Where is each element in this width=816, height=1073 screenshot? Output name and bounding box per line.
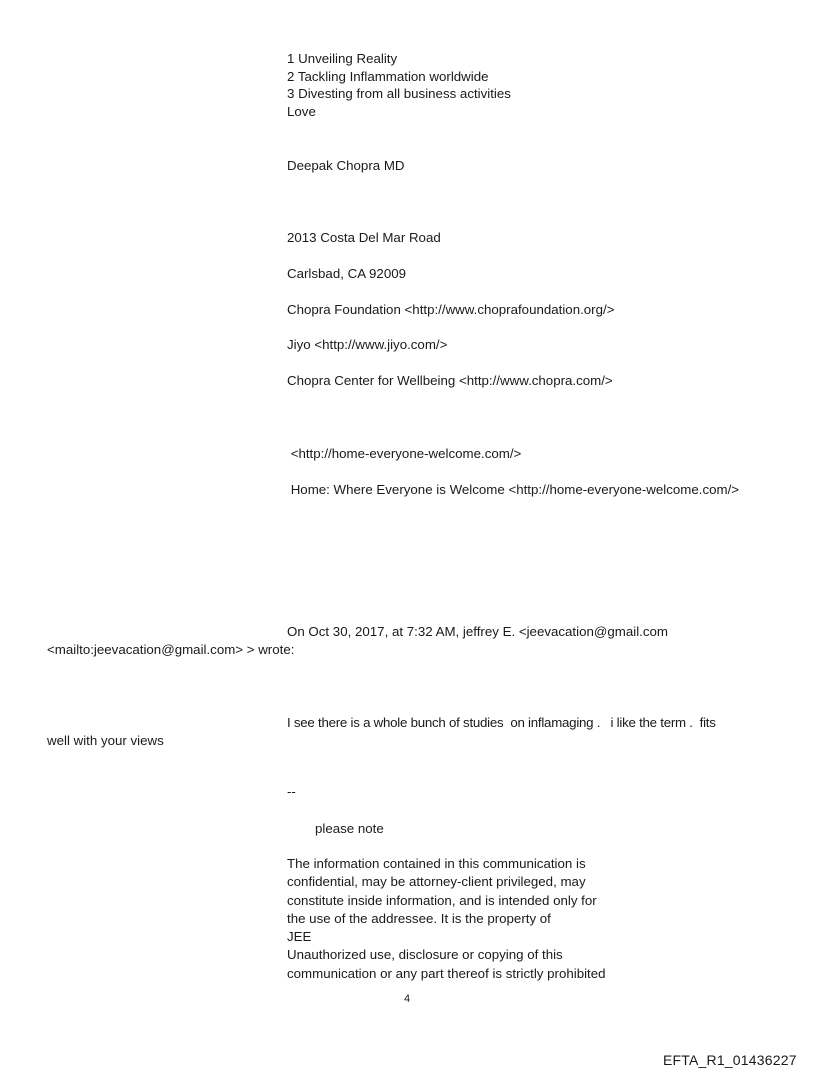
link-home-tagline: Home: Where Everyone is Welcome <http://home-everyone-welcome.com/>	[287, 482, 740, 497]
quote-header-line-2: <mailto:jeevacation@gmail.com> > wrote:	[47, 642, 295, 657]
numbered-point-1: 1 Unveiling Reality	[287, 51, 398, 66]
link-jiyo: Jiyo <http://www.jiyo.com/>	[287, 337, 448, 352]
disclaimer-line: The information contained in this communication is	[287, 856, 586, 871]
numbered-point-3: 3 Divesting from all business activities	[287, 86, 511, 101]
link-home-url: <http://home-everyone-welcome.com/>	[287, 446, 522, 461]
numbered-point-2: 2 Tackling Inflammation worldwide	[287, 69, 489, 84]
quote-header-line-1: On Oct 30, 2017, at 7:32 AM, jeffrey E. <jeevacation@gmail.com	[287, 624, 668, 639]
link-chopra-foundation: Chopra Foundation <http://www.choprafoundation.org/>	[287, 302, 615, 317]
bates-number: EFTA_R1_01436227	[663, 1052, 797, 1068]
signature-street: 2013 Costa Del Mar Road	[287, 230, 441, 245]
disclaimer-line: constitute inside information, and is intended only for	[287, 893, 597, 908]
signature-city: Carlsbad, CA 92009	[287, 266, 407, 281]
signoff: Love	[287, 104, 316, 119]
please-note-label: please note	[315, 821, 384, 836]
signature-separator: --	[287, 784, 296, 799]
link-chopra-center: Chopra Center for Wellbeing <http://www.chopra.com/>	[287, 373, 613, 388]
disclaimer-line: communication or any part thereof is strictly prohibited	[287, 966, 606, 981]
disclaimer-line: confidential, may be attorney-client privileged, may	[287, 874, 586, 889]
page-number: 4	[404, 993, 411, 1005]
quote-body-line-1: I see there is a whole bunch of studies on inflamaging . i like the term . fits	[287, 715, 716, 730]
disclaimer-line: Unauthorized use, disclosure or copying of this	[287, 947, 563, 962]
quote-body-line-2: well with your views	[47, 733, 164, 748]
disclaimer-line: the use of the addressee. It is the property of	[287, 911, 551, 926]
signature-name: Deepak Chopra MD	[287, 158, 405, 173]
disclaimer-line: JEE	[287, 929, 312, 944]
